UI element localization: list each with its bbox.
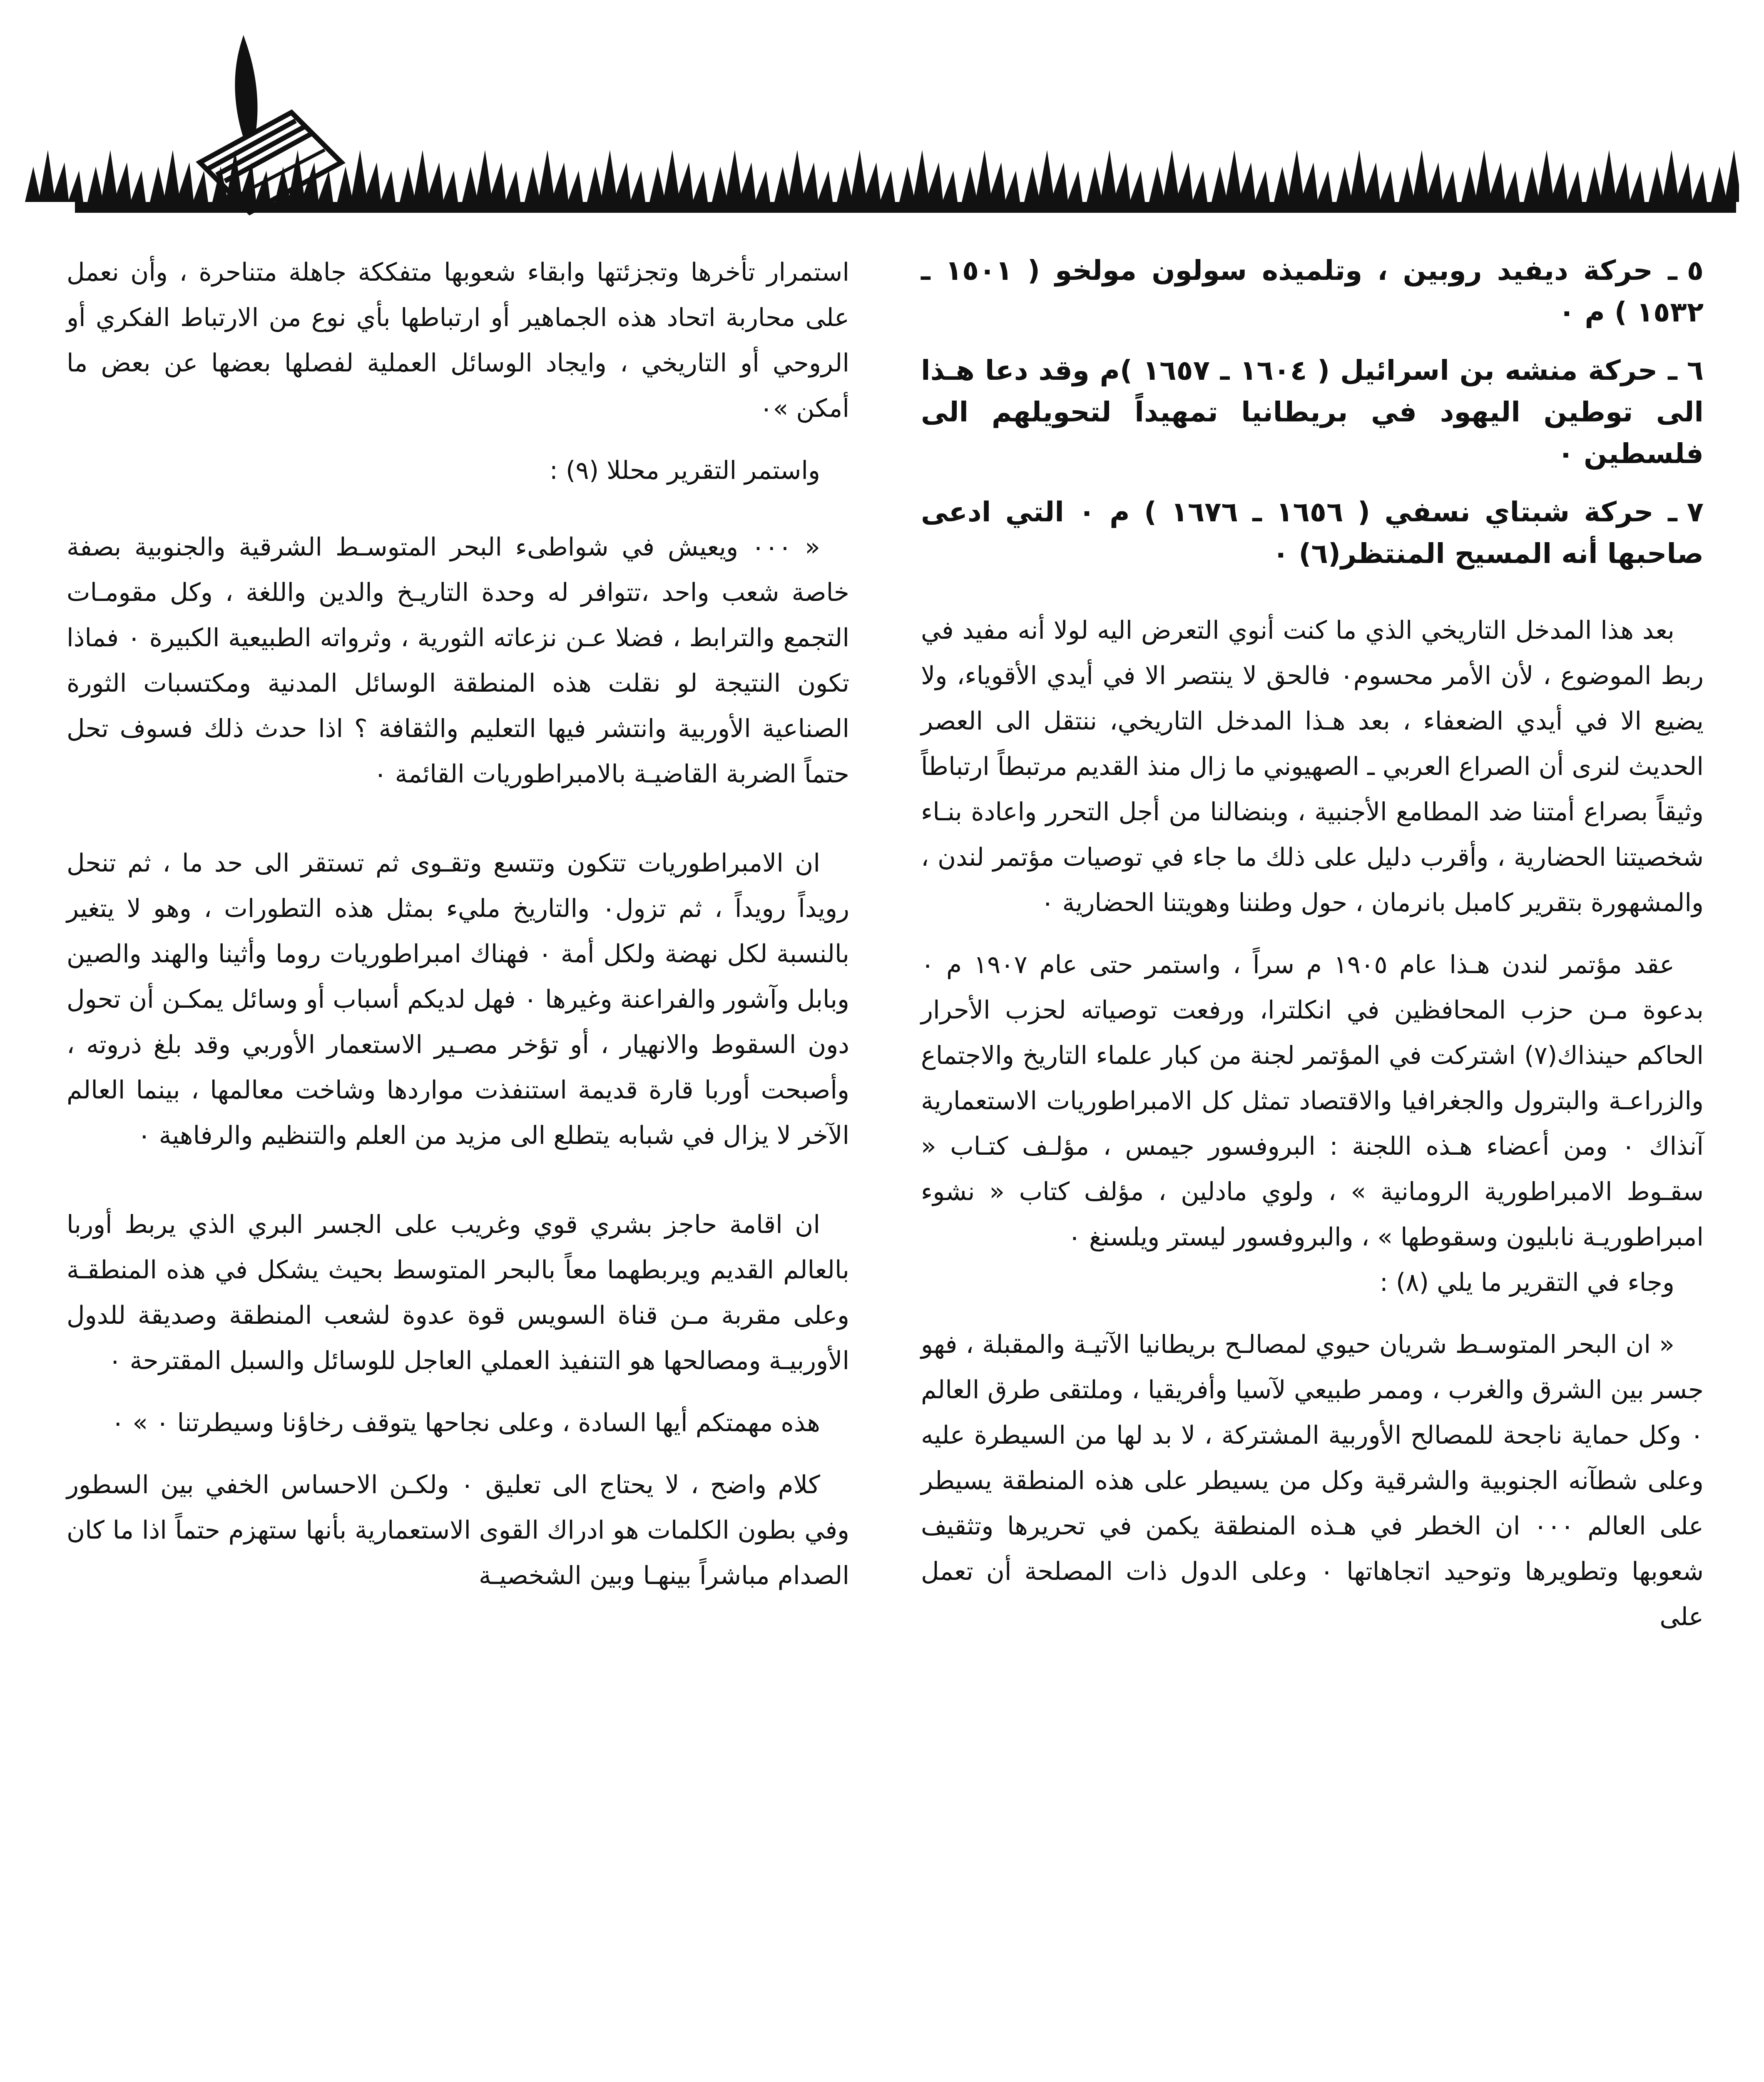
grass-tuft [1399, 150, 1457, 202]
grass-tuft [712, 150, 770, 202]
paragraph-report-heading: وجاء في التقرير ما يلي (٨) : [1379, 1268, 1674, 1297]
list-item-text: حركة شبتاي نسفي ( ١٦٥٦ ـ ١٦٧٦ ) م ٠ التي ادعى صاحبها أنه المسيح المنتظر(٦) ٠ [921, 496, 1704, 570]
paragraph-commentary: كلام واضح ، لا يحتاج الى تعليق ٠ ولكـن الاحساس الخفي بين السطور وفي بطون الكلمات هو ادراك القوى الاستعمارية بأنها ستهزم حتماً اذا ما كان الصدام مباشراً بينهـا وبين الشخصيـة [67, 1470, 849, 1590]
list-item-7 [921, 491, 1704, 575]
list-item-text: حركة منشه بن اسرائيل ( ١٦٠٤ ـ ١٦٥٧ )م وقد دعا هـذا الى توطين اليهود في بريطانيا تمهيداً لتحويلهم الى فلسطين ٠ [921, 354, 1704, 470]
grass-tuft [400, 150, 458, 202]
list-item-number: ٦ ـ [1668, 354, 1704, 386]
right-column [921, 250, 1704, 1640]
grass-tuft [1087, 150, 1145, 202]
grass-tuft [525, 150, 583, 202]
grass-tuft [899, 150, 958, 202]
paragraph-empires: ان الامبراطوريات تتكون وتتسع وتقـوى ثم تستقر الى حد ما ، ثم تنحل رويداً رويداً ، ثم تزول٠ والتاريخ مليء بمثل هذه التطورات ، وهو لا يتغير بالنسبة لكل نهضة ولكل أمة ٠ فهناك امبراطوريات روما وأثينا والهند والصين وبابل وآشور والفراعنة وغيرها ٠ فهل لديكم أسباب أو وسائل يمكـن أن تحول دون السقوط والانهيار ، أو تؤخر مصـير الاستعمار الأوربي وقد بلغ ذروته ، وأصبحت أوربا قارة قديمة استنفذت مواردها وشاخت معالمها ، بينما العالم الآخر لا يزال في شبابه يتطلع الى مزيد من العلم والتنظيم والرفاهية ٠ [67, 849, 849, 1150]
paragraph-human-barrier: ان اقامة حاجز بشري قوي وغريب على الجسر البري الذي يربط أوربا بالعالم القديم ويربطهما معاً بالبحر المتوسط بحيث يشكل في هذه المنطقـة وعلى مقربة مـن قناة السويس قوة عدوة لشعب المنطقة وصديقة للدول الأوربيـة ومصالحها هو التنفيذ العملي العاجل للوسائل والسبل المقترحة ٠ [67, 1210, 849, 1375]
grass-tuft [774, 150, 833, 202]
grass-tuft [837, 150, 895, 202]
list-item-6 [921, 350, 1704, 475]
grass-tuft [150, 150, 208, 202]
grass-tuft [1711, 150, 1739, 202]
grass-tuft [1274, 150, 1332, 202]
grass-tuft [1024, 150, 1082, 202]
header-ornament [25, 25, 1739, 229]
paragraph-report-quote: « ان البحر المتوسـط شريان حيوي لمصالـح بريطانيا الآتيـة والمقبلة ، فهو جسر بين الشرق والغرب ، وممر طبيعي لآسيا وأفريقيا ، وملتقى طرق العالم ٠ وكل حماية ناجحة للمصالح الأوربية المشتركة ، لا بد لها من السيطرة عليه وعلى شطآنه الجنوبية والشرقية وكل من يسيطر على هذه المنطقة يسيطر على العالم ٠٠٠ ان الخطر في هـذه المنطقة يكمن في تحريرها وتثقيف شعوبها وتطويرها وتوحيد اتجاهاتها ٠ وعلى الدول ذات المصلحة أن تعمل على [921, 1330, 1704, 1631]
grass-tuft [462, 150, 520, 202]
paragraph-continuation: استمرار تأخرها وتجزئتها وابقاء شعوبها متفككة جاهلة متناحرة ، وأن نعمل على محاربة اتحاد هذه الجماهير أو ارتباطها بأي نوع من الارتباط الفكري أو الروحي أو التاريخي ، وايجاد الوسائل العملية لفصلها بعضها عن بعض ما أمكن »٠ [67, 258, 849, 423]
paragraph-report-continued: واستمر التقرير محللا (٩) : [549, 456, 820, 485]
list-item-number: ٧ ـ [1668, 496, 1704, 528]
grass-tuft [1461, 150, 1520, 202]
grass-tuft [587, 150, 645, 202]
grass-tuft [962, 150, 1020, 202]
grass-tuft [1524, 150, 1582, 202]
grass-tuft [337, 150, 396, 202]
grass-tuft [87, 150, 146, 202]
paragraph-mission: هذه مهمتكم أيها السادة ، وعلى نجاحها يتوقف رخاؤنا وسيطرتنا ٠ » ٠ [111, 1408, 820, 1437]
list-item-number: ٥ ـ [1668, 254, 1704, 286]
left-column [67, 250, 849, 1599]
grass-tuft [1212, 150, 1270, 202]
paragraph-mediterranean-people: « ٠٠٠ ويعيش في شواطىء البحر المتوسـط الشرقية والجنوبية بصفة خاصة شعب واحد ،تتوافر له وحدة التاريـخ والدين واللغة ، وكل مقومـات التجمع والترابط ، فضلا عـن نزعاته الثورية ، وثرواته الطبيعية الكبيرة ٠ فماذا تكون النتيجة لو نقلت هذه المنطقة الوسائل المدنية ومكتسبات الثورة الصناعية الأوربية وانتشر فيها التعليم والثقافة ؟ اذا حدث ذلك فسوف تحل حتماً الضربة القاضيـة بالامبراطوريات القائمة ٠ [67, 533, 849, 789]
grass-tuft [1649, 150, 1707, 202]
grass-tuft [1149, 150, 1207, 202]
grass-tuft [1586, 150, 1645, 202]
list-item-5 [921, 250, 1704, 333]
paragraph-intro: بعد هذا المدخل التاريخي الذي ما كنت أنوي التعرض اليه لولا أنه مفيد في ربط الموضوع ، لأن الأمر محسوم٠ فالحق لا ينتصر الا في أيدي الأقوياء، ولا يضيع الا في أيدي الضعفاء ، بعد هـذا المدخل التاريخي، ننتقل الى العصر الحديث لنرى أن الصراع العربي ـ الصهيوني ما زال منذ القديم مرتبطاً ارتباطاً وثيقاً بصراع أمتنا ضد المطامع الأجنبية ، وبنضالنا من أجل التحرر واعادة بنـاء شخصيتنا الحضارية ، وأقرب دليل على ذلك ما جاء في توصيات مؤتمر لندن ، والمشهورة بتقرير كامبل بانرمان ، حول وطننا وهويتنا الحضارية ٠ [921, 616, 1704, 917]
paragraph-london-conference: عقد مؤتمر لندن هـذا عام ١٩٠٥ م سراً ، واستمر حتى عام ١٩٠٧ م ٠ بدعوة مـن حزب المحافظين في انكلترا، ورفعت توصياته لحزب الأحرار الحاكم حينذاك(٧) اشترکت في المؤتمر لجنة من كبار علماء التاريخ والاجتماع والزراعـة والبترول والجغرافيا والاقتصاد تمثل كل الامبراطوريات الاستعمارية آنذاك ٠ ومن أعضاء هـذه اللجنة : البروفسور جيمس ، مؤلـف كتـاب « سقـوط الامبراطورية الرومانية » ، ولوي مادلين ، مؤلف كتاب « نشوء امبراطوريـة نابليون وسقوطها » ، والبروفسور ليستر ويلسنغ ٠ [921, 950, 1704, 1252]
grass-tuft [649, 150, 708, 202]
grass-tuft [1336, 150, 1395, 202]
list-item-text: حركة ديفيد روبين ، وتلميذه سولون مولخو ( ١٥٠١ ـ ١٥٣٢ ) م ٠ [921, 254, 1704, 328]
